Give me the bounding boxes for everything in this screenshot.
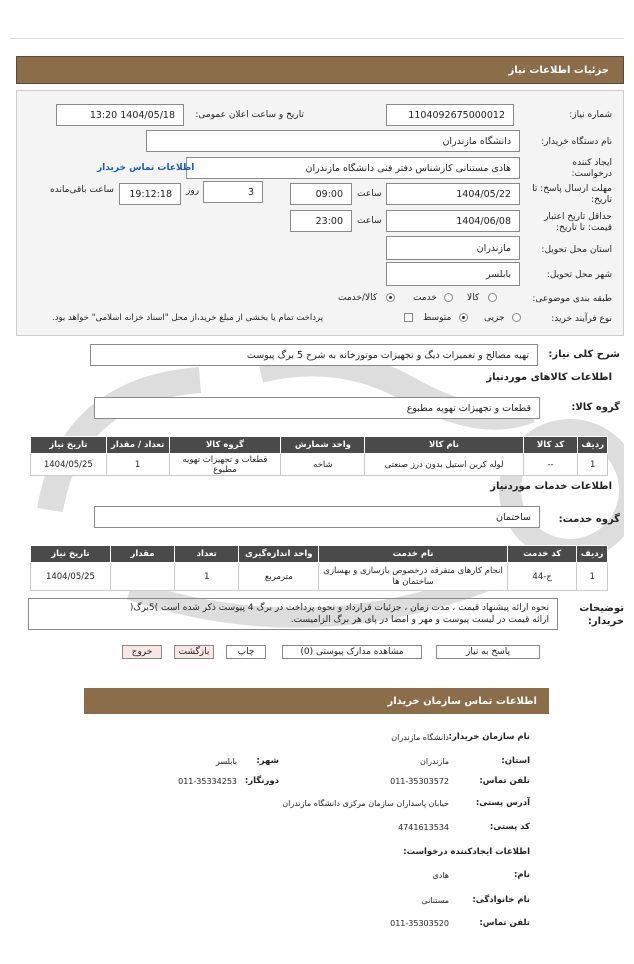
process-label: نوع فرآیند خرید: xyxy=(551,314,612,324)
goods-group-field: قطعات و تجهیزات تهویه مطبوع xyxy=(94,397,540,419)
contact-address-value: خیابان پاسداران سازمان مرکزی دانشگاه مازندران xyxy=(282,799,449,808)
remaining-time-field: 19:12:18 xyxy=(119,183,181,205)
notes-line-1: نحوه ارائه پیشنهاد قیمت ، مدت زمان ، جزئیات قرارداد و نحوه پرداخت در برگ 4 پیوست ذکر شده است )5برگ( xyxy=(129,603,549,613)
services-cell-name: انجام کارهای متفرقه درخصوص بازسازی و بهسازی ساختمان ها xyxy=(319,563,508,591)
category-service-label: خدمت xyxy=(413,293,437,303)
need-number-label: شماره نیاز: xyxy=(569,110,612,120)
process-minor-label: جزیی xyxy=(484,313,505,323)
contact-phone-value: 011-35303572 xyxy=(390,777,449,786)
page-title: جزئیات اطلاعات نیاز xyxy=(508,64,609,76)
goods-group-label: گروه کالا: xyxy=(571,402,620,413)
province-field: مازندران xyxy=(386,236,520,260)
services-cell-row: 1 xyxy=(577,563,608,591)
buyer-org-label: نام دستگاه خریدار: xyxy=(541,137,612,147)
contact-org-label: نام سازمان خریدار: xyxy=(448,732,530,742)
services-col-code: کد خدمت xyxy=(507,546,576,563)
services-col-count: تعداد xyxy=(175,546,239,563)
send-date-field: 1404/05/22 xyxy=(386,183,520,205)
contact-city-value: بابلسر xyxy=(215,757,237,766)
price-date-field: 1404/06/08 xyxy=(386,210,520,232)
services-cell-date: 1404/05/25 xyxy=(31,563,111,591)
page-header xyxy=(16,56,624,84)
creator-family-value: مستنانی xyxy=(421,896,449,905)
goods-cell-group: قطعات و تجهیزات تهویه مطبوع xyxy=(169,454,281,476)
price-time-field: 23:00 xyxy=(290,210,352,232)
reply-button[interactable]: پاسخ به نیاز xyxy=(436,645,540,659)
goods-cell-unit: شاخه xyxy=(281,454,365,476)
goods-section-title: اطلاعات کالاهای موردنیاز xyxy=(486,372,612,383)
services-cell-amount xyxy=(110,563,174,591)
contact-title: اطلاعات تماس سازمان خریدار xyxy=(387,695,537,707)
creator-phone-value: 011-35303520 xyxy=(390,919,449,928)
summary-field: تهیه مصالح و تعمیرات دیگ و تجهیزات موتورخانه به شرح 5 برگ پیوست xyxy=(90,344,538,366)
contact-header xyxy=(84,688,549,714)
goods-col-unit: واحد شمارش xyxy=(281,437,365,454)
services-cell-unit: مترمربع xyxy=(239,563,319,591)
attachments-button[interactable]: مشاهده مدارک پیوستی (0) xyxy=(282,645,422,659)
goods-col-code: کد کالا xyxy=(523,437,578,454)
buyer-contact-link[interactable]: اطلاعات تماس خریدار xyxy=(97,163,195,173)
creator-info-title: اطلاعات ایجادکننده درخواست: xyxy=(403,847,530,857)
table-row xyxy=(31,454,608,476)
services-col-date: تاریخ نیاز xyxy=(31,546,111,563)
category-radio-goods[interactable] xyxy=(488,293,497,302)
services-col-row: ردیف xyxy=(577,546,608,563)
province-label: استان محل تحویل: xyxy=(541,245,612,255)
contact-postal-label: کد پستی: xyxy=(489,822,530,832)
contact-fax-label: دورنگار: xyxy=(244,776,279,786)
back-button[interactable]: بازگشت xyxy=(174,645,214,659)
goods-cell-date: 1404/05/25 xyxy=(31,454,107,476)
goods-cell-qty: 1 xyxy=(106,454,169,476)
contact-province-label: استان: xyxy=(501,756,530,766)
buyer-org-field: دانشگاه مازندران xyxy=(146,130,520,152)
contact-postal-value: 4741613534 xyxy=(398,823,449,832)
category-radio-service[interactable] xyxy=(444,293,453,302)
contact-org-value: دانشگاه مازندران xyxy=(391,733,449,742)
goods-cell-row: 1 xyxy=(578,454,608,476)
creator-phone-label: تلفن تماس: xyxy=(479,918,530,928)
creator-name-value: هادی xyxy=(432,871,449,880)
services-col-unit: واحد اندازه‌گیری xyxy=(239,546,319,563)
goods-col-group: گروه کالا xyxy=(169,437,281,454)
goods-cell-code: -- xyxy=(523,454,578,476)
days-label: روز xyxy=(186,186,200,196)
category-goods-service-label: کالا/خدمت xyxy=(338,293,378,303)
contact-phone-label: تلفن تماس: xyxy=(479,776,530,786)
notes-box xyxy=(28,598,558,630)
notes-label: توضیحات خریدار: xyxy=(579,603,624,627)
services-cell-code: ج-44 xyxy=(507,563,576,591)
creator-label: ایجاد کننده درخواست: xyxy=(571,158,612,179)
treasury-checkbox[interactable] xyxy=(404,313,413,322)
print-button[interactable]: چاپ xyxy=(226,645,266,659)
services-col-name: نام خدمت xyxy=(319,546,508,563)
services-group-field: ساختمان xyxy=(94,506,540,528)
contact-province-value: مازندران xyxy=(420,757,449,766)
city-field: بابلسر xyxy=(386,262,520,286)
days-field: 3 xyxy=(203,181,263,203)
category-label: طبقه بندی موضوعی: xyxy=(532,294,612,304)
exit-button[interactable]: خروج xyxy=(122,645,162,659)
goods-table xyxy=(30,436,608,476)
send-time-field: 09:00 xyxy=(290,183,352,205)
services-section-title: اطلاعات خدمات موردنیاز xyxy=(490,481,612,492)
services-table-header xyxy=(31,546,608,563)
process-medium-label: متوسط xyxy=(423,313,452,323)
need-number-field: 1104092675000012 xyxy=(386,104,514,126)
goods-col-row: ردیف xyxy=(578,437,608,454)
process-note: پرداخت تمام یا بخشی از مبلغ خرید،از محل "اسناد خزانه اسلامی" خواهد بود. xyxy=(52,313,324,323)
goods-cell-name: لوله کربن استیل بدون درز صنعتی xyxy=(365,454,523,476)
top-divider xyxy=(10,38,624,39)
services-table xyxy=(30,545,608,591)
announce-label: تاریخ و ساعت اعلان عمومی: xyxy=(195,110,304,120)
table-row xyxy=(31,563,608,591)
process-radio-medium[interactable] xyxy=(459,313,468,322)
category-goods-label: کالا xyxy=(467,293,480,303)
creator-family-label: نام خانوادگی: xyxy=(472,895,530,905)
city-label: شهر محل تحویل: xyxy=(546,270,612,280)
services-col-amount: مقدار xyxy=(110,546,174,563)
contact-address-label: آدرس پستی: xyxy=(475,798,530,808)
price-time-label: ساعت xyxy=(357,216,382,226)
send-time-label: ساعت xyxy=(357,189,382,199)
send-deadline-label: مهلت ارسال پاسخ: تا تاریخ: xyxy=(532,184,612,205)
goods-col-name: نام کالا xyxy=(365,437,523,454)
category-radio-goods-service[interactable] xyxy=(386,293,395,302)
contact-fax-value: 011-35334253 xyxy=(178,777,237,786)
creator-field: هادی مستنانی کارشناس دفتر فنی دانشگاه مازندران xyxy=(186,157,520,179)
services-group-label: گروه خدمت: xyxy=(558,514,620,525)
services-cell-count: 1 xyxy=(175,563,239,591)
process-radio-minor[interactable] xyxy=(512,313,521,322)
remaining-label: ساعت باقی‌مانده xyxy=(50,185,114,195)
summary-label: شرح کلی نیاز: xyxy=(548,349,620,360)
creator-name-label: نام: xyxy=(513,870,530,880)
price-validity-label: حداقل تاریخ اعتبار قیمت: تا تاریخ: xyxy=(544,212,612,233)
goods-col-date: تاریخ نیاز xyxy=(31,437,107,454)
announce-field: 1404/05/18 13:20 xyxy=(56,104,184,126)
contact-city-label: شهر: xyxy=(256,756,279,766)
goods-table-header xyxy=(31,437,608,454)
goods-col-qty: تعداد / مقدار xyxy=(106,437,169,454)
notes-line-2: ارائه قیمت در لیست پیوست و مهر و امضا در پای هر برگ الزامیست. xyxy=(290,615,549,625)
